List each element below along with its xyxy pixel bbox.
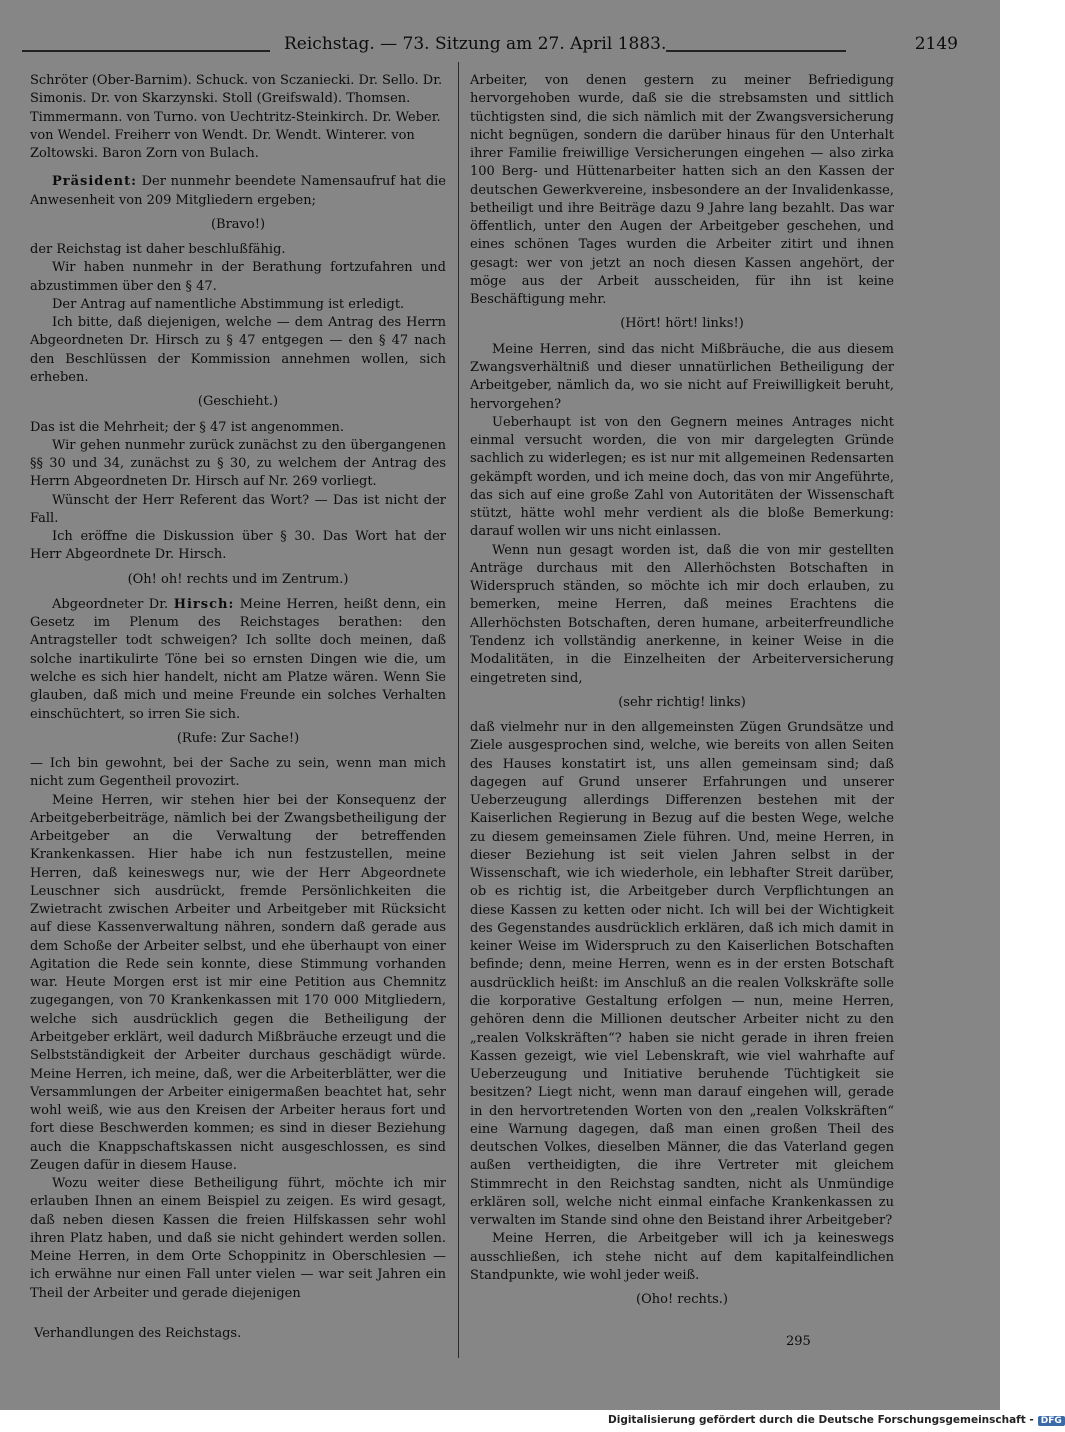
speaker-prefix: Abgeordneter Dr. [52,596,174,612]
header-rule-right [666,50,846,52]
speaker-name: Präsident: [52,174,137,190]
interjection: (Oh! oh! rechts und im Zentrum.) [127,571,349,587]
paragraph: daß vielmehr nur in den allgemeinsten Zügen Grundsätze und Ziele ausgesprochen sind, welche, wie bereits von allen Seiten des Hauses konstatirt ist, uns allen gemeinsam sind; daß dagegen auf Grund unserer Erfahrungen und unserer Ueberzeugung allerdings Differenzen bestehen mit der Kaiserlichen Regierung in Bezug auf die besten Wege, welche zu diesem gemeinsamen Ziele führen. Und, meine Herren, in dieser Beziehung ist seit vielen Jahren selbst in der Wissenschaft, wie ich wiederhole, ein lebhafter Streit darüber, ob es richtig ist, die Arbeitgeber durch Verpflichtungen an diese Kassen zu ketten oder nicht. Ich will bei der Wichtigkeit des Gegenstandes ausdrücklich erklären, daß ich mich damit in keiner Weise im Widerspruch zu den Kaiserlichen Botschaften befinde; denn, meine Herren, wenn es in der ersten Botschaft ausdrücklich heißt: im Anschluß an die realen Volkskräfte solle die korporative Gestaltung erfolgen — nun, meine Herren, gehören denn die Millionen deutscher Arbeiter nicht zu den „realen Volkskräften“? haben sie nicht gerade in ihren freien Kassen gezeigt, wie viel Lebenskraft, wie viel wahrhafte auf Ueberzeugung und Initiative beruhende Tüchtigkeit sie besitzen? Liegt nicht, wenn man darauf eingehen will, gerade in den hervortretenden Worten von den „realen Volkskräften“ eine Warnung dagegen, daß man einen großen Theil des deutschen Volkes, dieselben Männer, die das Vaterland gegen außen vertheidigten, die ihre Vertreter mit gleichem Stimmrecht in den Reichstag sandten, nicht als Unmündige erklären soll, welche nicht einmal einfache Krankenkassen zu verwalten im Stande sind ohne den Beistand ihrer Arbeitgeber? [470,720,894,1229]
digitization-credit [608,1414,1065,1426]
column-divider [458,62,459,1358]
right-column [470,72,894,1317]
speech-paragraph [30,173,446,210]
credit-text: Digitalisierung gefördert durch die Deutsche Forschungsgemeinschaft - [608,1414,1034,1426]
dfg-logo: DFG [1038,1416,1065,1426]
paragraph: der Reichstag ist daher beschlußfähig. [30,242,286,258]
speaker-name: Hirsch: [173,596,235,612]
member-list: Schröter (Ober-Barnim). Schuck. von Sczaniecki. Dr. Sello. Dr. Simonis. Dr. von Skarzynski. Stoll (Greifswald). Thomsen. Timmermann. von Turno. von Uechtritz-Steinkirch. Dr. Weber. von Wendel. Freiherr von Wendt. Dr. Wendt. Winterer. von Zoltowski. Baron Zorn von Bulach. [30,73,443,162]
paragraph: Meine Herren, sind das nicht Mißbräuche, die aus diesem Zwangsverhältniß und dieser unnatürlichen Betheiligung der Arbeitgeber, nämlich da, wo sie nicht auf Freiwilligkeit beruht, hervorgehen? [470,341,894,412]
paragraph: Wozu weiter diese Betheiligung führt, möchte ich mir erlauben Ihnen an einem Beispiel zu zeigen. Es wird gesagt, daß neben diesen Kassen die freien Hilfskassen sehr wohl ihren Platz haben, und daß sie nicht gehindert werden sollen. Meine Herren, in dem Orte Schoppinitz in Oberschlesien — ich erwähne nur einen Fall unter vielen — war seit Jahren ein Theil der Arbeiter und gerade diejenigen [30,1176,446,1301]
footer-source: Verhandlungen des Reichstags. [34,1326,242,1341]
footer-sheet-number: 295 [786,1334,811,1349]
speech-paragraph [30,596,446,724]
paragraph: Arbeiter, von denen gestern zu meiner Befriedigung hervorgehoben wurde, daß sie die strebsamsten und sittlich tüchtigsten sind, die sich nämlich mit der Zwangsversicherung nicht begnügen, sondern die darüber hinaus für den Unterhalt ihrer Familie freiwillige Versicherungen eingehen — also zirka 100 Berg- und Hüttenarbeiter hatten sich an den Kassen der deutschen Gewerkvereine, insbesondere an der Invalidenkasse, betheiligt und ihre Beiträge dazu 9 Jahre lang bezahlt. Das war öffentlich, unter den Augen der Arbeitgeber geschehen, und eines schönen Tages wurden die Arbeiter zitirt und ihnen gesagt: wer von jetzt an noch diesen Kassen angehört, der möge aus der Arbeit ausscheiden, für ihn ist keine Beschäftigung mehr. [470,73,894,308]
interjection: (sehr richtig! links) [618,694,746,710]
paragraph: Wir gehen nunmehr zurück zunächst zu den übergangenen §§ 30 und 34, zunächst zu § 30, zu welchem der Antrag des Herrn Abgeordneten Dr. Hirsch auf Nr. 269 vorliegt. [30,437,446,490]
paragraph: Wenn nun gesagt worden ist, daß die von mir gestellten Anträge durchaus mit den Allerhöchsten Botschaften in Widerspruch ständen, so möchte ich mir doch erlauben, zu bemerken, meine Herren, daß meines Erachtens die Allerhöchsten Botschaften, deren humane, arbeiterfreundliche Tendenz ich vollständig anerkenne, in keiner Weise in die Modalitäten, in die Einzelheiten der Arbeiterversicherung eingetreten sind, [470,542,894,686]
paragraph: Wir haben nunmehr in der Berathung fortzufahren und abzustimmen über den § 47. [30,260,446,294]
interjection: (Bravo!) [210,216,266,232]
interjection: (Geschieht.) [197,394,279,410]
paragraph: Meine Herren, wir stehen hier bei der Konsequenz der Arbeitgeberbeiträge, nämlich bei der Zwangsbetheiligung der Arbeitgeber an die Verwaltung der betreffenden Krankenkassen. Hier habe ich nun festzustellen, meine Herren, daß keineswegs nur, wie der Herr Abgeordnete Leuschner sich ausdrückt, fremde Persönlichkeiten die Zwietracht zwischen Arbeiter und Arbeitgeber mit Rücksicht auf diese Kassenverwaltung nähren, sondern daß gerade aus dem Schoße der Arbeiter selbst, und ehe überhaupt von einer Agitation die Rede sein konnte, diese Stimmung vorhanden war. Heute Morgen erst ist mir eine Petition aus Chemnitz zugegangen, von 70 Krankenkassen mit 170 000 Mitgliedern, welche sich ausdrücklich gegen die Betheiligung der Arbeitgeber erklärt, weil dadurch Mißbräuche erzeugt und die Selbstständigkeit der Arbeiter durchaus geschädigt würde. Meine Herren, ich meine, daß, wer die Arbeiterblätter, wer die Versammlungen der Arbeiter einigermaßen beachtet hat, sehr wohl weiß, wie aus den Kreisen der Arbeiter heraus fort und fort diese Beschwerden kommen; es sind in dieser Beziehung auch die Knappschaftskassen nicht ausgeschlossen, es sind Zeugen dafür in diesem Hause. [30,792,446,1173]
speech-text: Der nunmehr beendete Namensaufruf hat die Anwesenheit von 209 Mitgliedern ergeben; [30,174,446,208]
paragraph: Der Antrag auf namentliche Abstimmung ist erledigt. [52,296,405,312]
paragraph: Ich eröffne die Diskussion über § 30. Das Wort hat der Herr Abgeordnete Dr. Hirsch. [30,529,446,563]
paragraph: Das ist die Mehrheit; der § 47 ist angenommen. [30,419,345,435]
paragraph: Ueberhaupt ist von den Gegnern meines Antrages nicht einmal versucht worden, die von mir dargelegten Gründe sachlich zu widerlegen; es ist nur mit allgemeinen Redensarten gekämpft worden, und ich meine doch, das von mir Angeführte, das sich auf eine große Zahl von Autoritäten der Wissenschaft stützt, hätte wohl mehr verdient als die bloße Bemerkung: darauf wollen wir uns nicht einlassen. [470,414,894,540]
paragraph: Wünscht der Herr Referent das Wort? — Das ist nicht der Fall. [30,492,446,526]
paragraph: — Ich bin gewohnt, bei der Sache zu sein, wenn man mich nicht zum Gegentheil provozirt. [30,756,446,790]
interjection: (Rufe: Zur Sache!) [176,730,300,746]
interjection: (Hört! hört! links!) [620,316,744,332]
interjection: (Oho! rechts.) [636,1292,728,1308]
paragraph-gap [30,163,446,173]
paragraph: Ich bitte, daß diejenigen, welche — dem Antrag des Herrn Abgeordneten Dr. Hirsch zu § 47 entgegen — den § 47 nach den Beschlüssen der Kommission annehmen wollen, sich erheben. [30,315,446,385]
running-header [18,34,958,60]
header-rule-left [22,50,270,52]
speech-text: Meine Herren, heißt denn, ein Gesetz im Plenum des Reichstages berathen: den Antragsteller todt schweigen? Ich sollte doch meinen, daß solche inartikulirte Töne bei so ernsten Dingen wie die, um welche es sich hier handelt, nicht am Platze wären. Wenn Sie glauben, daß mich und meine Freunde ein solches Verhalten einschüchtert, so irren Sie sich. [30,596,446,722]
page-number: 2149 [914,34,958,54]
paragraph: Meine Herren, die Arbeitgeber will ich ja keineswegs ausschließen, ich stehe nicht auf dem kapitalfeindlichen Standpunkte, wie wohl jeder weiß. [470,1231,894,1283]
header-title: Reichstag. — 73. Sitzung am 27. April 1883. [284,34,667,54]
left-column [30,72,446,1303]
